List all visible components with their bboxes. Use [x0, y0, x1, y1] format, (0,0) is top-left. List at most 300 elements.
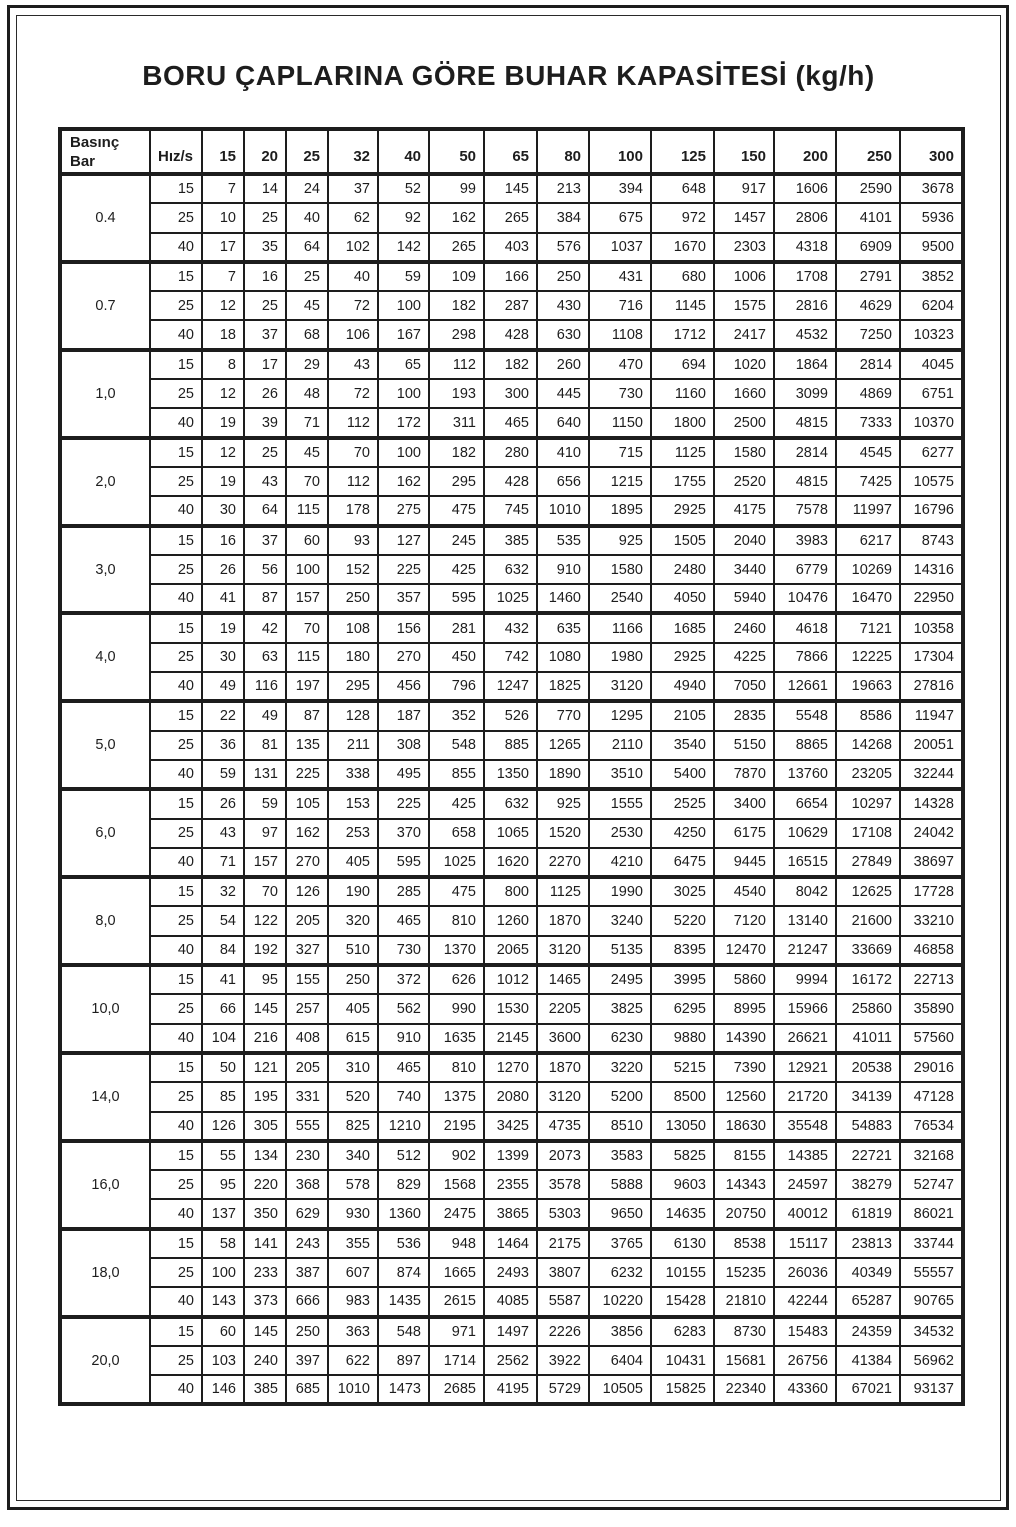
value-cell: 320 [328, 906, 378, 935]
value-cell: 19 [202, 613, 244, 642]
value-cell: 46858 [900, 936, 963, 965]
value-cell: 548 [378, 1317, 429, 1346]
value-cell: 87 [286, 701, 328, 730]
value-cell: 25 [244, 438, 286, 467]
value-cell: 5220 [651, 906, 714, 935]
value-cell: 1473 [378, 1375, 429, 1404]
value-cell: 167 [378, 320, 429, 349]
value-cell: 26 [244, 379, 286, 408]
value-cell: 135 [286, 731, 328, 760]
value-cell: 2520 [714, 467, 774, 496]
velocity-cell: 25 [150, 731, 202, 760]
value-cell: 1580 [714, 438, 774, 467]
value-cell: 425 [429, 789, 484, 818]
value-cell: 225 [286, 760, 328, 789]
value-cell: 874 [378, 1258, 429, 1287]
value-cell: 40012 [774, 1199, 836, 1228]
table-row [60, 819, 963, 848]
value-cell: 15483 [774, 1317, 836, 1346]
velocity-cell: 15 [150, 965, 202, 994]
value-cell: 26 [202, 555, 244, 584]
value-cell: 372 [378, 965, 429, 994]
value-cell: 1025 [484, 584, 537, 613]
value-cell: 24597 [774, 1170, 836, 1199]
value-cell: 885 [484, 731, 537, 760]
value-cell: 2530 [589, 819, 651, 848]
value-cell: 4545 [836, 438, 900, 467]
velocity-cell: 25 [150, 1258, 202, 1287]
value-cell: 182 [429, 291, 484, 320]
value-cell: 1497 [484, 1317, 537, 1346]
value-cell: 34139 [836, 1082, 900, 1111]
value-cell: 1895 [589, 496, 651, 525]
value-cell: 92 [378, 203, 429, 232]
value-cell: 178 [328, 496, 378, 525]
value-cell: 1457 [714, 203, 774, 232]
velocity-cell: 25 [150, 643, 202, 672]
value-cell: 233 [244, 1258, 286, 1287]
value-cell: 3865 [484, 1199, 537, 1228]
value-cell: 156 [378, 613, 429, 642]
value-cell: 193 [429, 379, 484, 408]
value-cell: 121 [244, 1053, 286, 1082]
value-cell: 311 [429, 408, 484, 437]
value-cell: 450 [429, 643, 484, 672]
value-cell: 4735 [537, 1112, 589, 1141]
velocity-cell: 15 [150, 1317, 202, 1346]
velocity-cell: 15 [150, 262, 202, 291]
velocity-cell: 25 [150, 291, 202, 320]
value-cell: 536 [378, 1229, 429, 1258]
value-cell: 7050 [714, 672, 774, 701]
value-cell: 12 [202, 379, 244, 408]
value-cell: 7 [202, 174, 244, 203]
value-cell: 917 [714, 174, 774, 203]
value-cell: 685 [286, 1375, 328, 1404]
value-cell: 49 [244, 701, 286, 730]
value-cell: 2460 [714, 613, 774, 642]
value-cell: 216 [244, 1024, 286, 1053]
value-cell: 70 [286, 613, 328, 642]
value-cell: 630 [537, 320, 589, 349]
value-cell: 106 [328, 320, 378, 349]
value-cell: 162 [429, 203, 484, 232]
value-cell: 8155 [714, 1141, 774, 1170]
value-cell: 4618 [774, 613, 836, 642]
value-cell: 40349 [836, 1258, 900, 1287]
value-cell: 72 [328, 379, 378, 408]
value-cell: 26036 [774, 1258, 836, 1287]
table-row [60, 1141, 963, 1170]
table-row [60, 760, 963, 789]
value-cell: 4540 [714, 877, 774, 906]
value-cell: 2493 [484, 1258, 537, 1287]
value-cell: 26 [202, 789, 244, 818]
value-cell: 470 [589, 350, 651, 379]
value-cell: 6175 [714, 819, 774, 848]
value-cell: 730 [378, 936, 429, 965]
value-cell: 9994 [774, 965, 836, 994]
value-cell: 740 [378, 1082, 429, 1111]
value-cell: 403 [484, 233, 537, 262]
pressure-cell: 5,0 [60, 701, 150, 789]
value-cell: 38697 [900, 848, 963, 877]
value-cell: 12921 [774, 1053, 836, 1082]
value-cell: 535 [537, 526, 589, 555]
pressure-cell: 0.4 [60, 174, 150, 262]
table-row [60, 1053, 963, 1082]
value-cell: 7333 [836, 408, 900, 437]
value-cell: 910 [378, 1024, 429, 1053]
value-cell: 14268 [836, 731, 900, 760]
table-row [60, 1082, 963, 1111]
value-cell: 95 [244, 965, 286, 994]
value-cell: 1065 [484, 819, 537, 848]
value-cell: 1635 [429, 1024, 484, 1053]
table-row [60, 584, 963, 613]
value-cell: 1080 [537, 643, 589, 672]
velocity-cell: 15 [150, 1141, 202, 1170]
table-row [60, 877, 963, 906]
table-row [60, 1317, 963, 1346]
value-cell: 128 [328, 701, 378, 730]
velocity-cell: 25 [150, 819, 202, 848]
value-cell: 562 [378, 994, 429, 1023]
value-cell: 34532 [900, 1317, 963, 1346]
diameter-header-15: 15 [202, 129, 244, 174]
value-cell: 1435 [378, 1287, 429, 1316]
value-cell: 308 [378, 731, 429, 760]
velocity-cell: 40 [150, 584, 202, 613]
value-cell: 1712 [651, 320, 714, 349]
table-row [60, 643, 963, 672]
pressure-cell: 2,0 [60, 438, 150, 526]
value-cell: 2110 [589, 731, 651, 760]
value-cell: 578 [328, 1170, 378, 1199]
velocity-cell: 40 [150, 1287, 202, 1316]
value-cell: 394 [589, 174, 651, 203]
velocity-cell: 15 [150, 174, 202, 203]
value-cell: 18 [202, 320, 244, 349]
velocity-cell: 40 [150, 1199, 202, 1228]
value-cell: 157 [244, 848, 286, 877]
value-cell: 1166 [589, 613, 651, 642]
pressure-cell: 10,0 [60, 965, 150, 1053]
diameter-header-40: 40 [378, 129, 429, 174]
value-cell: 15681 [714, 1346, 774, 1375]
value-cell: 257 [286, 994, 328, 1023]
value-cell: 30 [202, 643, 244, 672]
value-cell: 1530 [484, 994, 537, 1023]
value-cell: 595 [429, 584, 484, 613]
value-cell: 810 [429, 906, 484, 935]
value-cell: 715 [589, 438, 651, 467]
value-cell: 63 [244, 643, 286, 672]
value-cell: 240 [244, 1346, 286, 1375]
value-cell: 576 [537, 233, 589, 262]
value-cell: 213 [537, 174, 589, 203]
value-cell: 43 [328, 350, 378, 379]
value-cell: 126 [286, 877, 328, 906]
value-cell: 5150 [714, 731, 774, 760]
value-cell: 1870 [537, 1053, 589, 1082]
value-cell: 595 [378, 848, 429, 877]
value-cell: 100 [378, 379, 429, 408]
value-cell: 1708 [774, 262, 836, 291]
value-cell: 86021 [900, 1199, 963, 1228]
value-cell: 4175 [714, 496, 774, 525]
value-cell: 298 [429, 320, 484, 349]
value-cell: 825 [328, 1112, 378, 1141]
value-cell: 87 [244, 584, 286, 613]
value-cell: 70 [244, 877, 286, 906]
value-cell: 8865 [774, 731, 836, 760]
value-cell: 12 [202, 438, 244, 467]
value-cell: 56 [244, 555, 286, 584]
value-cell: 21810 [714, 1287, 774, 1316]
value-cell: 67021 [836, 1375, 900, 1404]
value-cell: 270 [378, 643, 429, 672]
value-cell: 243 [286, 1229, 328, 1258]
value-cell: 64 [244, 496, 286, 525]
velocity-cell: 15 [150, 350, 202, 379]
diameter-header-125: 125 [651, 129, 714, 174]
velocity-cell: 15 [150, 1229, 202, 1258]
value-cell: 11947 [900, 701, 963, 730]
value-cell: 25860 [836, 994, 900, 1023]
value-cell: 76534 [900, 1112, 963, 1141]
value-cell: 11997 [836, 496, 900, 525]
value-cell: 162 [286, 819, 328, 848]
value-cell: 49 [202, 672, 244, 701]
value-cell: 32 [202, 877, 244, 906]
value-cell: 6232 [589, 1258, 651, 1287]
value-cell: 7866 [774, 643, 836, 672]
value-cell: 425 [429, 555, 484, 584]
value-cell: 25 [244, 291, 286, 320]
value-cell: 230 [286, 1141, 328, 1170]
value-cell: 32168 [900, 1141, 963, 1170]
value-cell: 3540 [651, 731, 714, 760]
value-cell: 10431 [651, 1346, 714, 1375]
value-cell: 465 [378, 1053, 429, 1082]
value-cell: 55 [202, 1141, 244, 1170]
value-cell: 2562 [484, 1346, 537, 1375]
value-cell: 1108 [589, 320, 651, 349]
value-cell: 1020 [714, 350, 774, 379]
value-cell: 41 [202, 965, 244, 994]
value-cell: 3583 [589, 1141, 651, 1170]
value-cell: 1660 [714, 379, 774, 408]
value-cell: 2835 [714, 701, 774, 730]
value-cell: 930 [328, 1199, 378, 1228]
velocity-cell: 40 [150, 408, 202, 437]
value-cell: 3922 [537, 1346, 589, 1375]
value-cell: 26756 [774, 1346, 836, 1375]
value-cell: 45 [286, 291, 328, 320]
value-cell: 126 [202, 1112, 244, 1141]
table-row [60, 994, 963, 1023]
value-cell: 14328 [900, 789, 963, 818]
value-cell: 948 [429, 1229, 484, 1258]
value-cell: 1505 [651, 526, 714, 555]
value-cell: 14316 [900, 555, 963, 584]
value-cell: 430 [537, 291, 589, 320]
value-cell: 1150 [589, 408, 651, 437]
velocity-cell: 15 [150, 613, 202, 642]
value-cell: 1575 [714, 291, 774, 320]
value-cell: 2540 [589, 584, 651, 613]
value-cell: 22340 [714, 1375, 774, 1404]
value-cell: 495 [378, 760, 429, 789]
velocity-cell: 40 [150, 496, 202, 525]
diameter-header-100: 100 [589, 129, 651, 174]
value-cell: 8500 [651, 1082, 714, 1111]
value-cell: 260 [537, 350, 589, 379]
value-cell: 20051 [900, 731, 963, 760]
value-cell: 7 [202, 262, 244, 291]
value-cell: 10629 [774, 819, 836, 848]
table-row [60, 613, 963, 642]
value-cell: 3578 [537, 1170, 589, 1199]
value-cell: 2175 [537, 1229, 589, 1258]
diameter-header-200: 200 [774, 129, 836, 174]
value-cell: 250 [328, 965, 378, 994]
value-cell: 1010 [537, 496, 589, 525]
value-cell: 55557 [900, 1258, 963, 1287]
value-cell: 6283 [651, 1317, 714, 1346]
value-cell: 2525 [651, 789, 714, 818]
value-cell: 658 [429, 819, 484, 848]
value-cell: 145 [244, 994, 286, 1023]
value-cell: 5940 [714, 584, 774, 613]
value-cell: 180 [328, 643, 378, 672]
value-cell: 742 [484, 643, 537, 672]
value-cell: 5936 [900, 203, 963, 232]
value-cell: 694 [651, 350, 714, 379]
value-cell: 9880 [651, 1024, 714, 1053]
velocity-cell: 25 [150, 467, 202, 496]
value-cell: 990 [429, 994, 484, 1023]
table-row [60, 233, 963, 262]
value-cell: 666 [286, 1287, 328, 1316]
value-cell: 12225 [836, 643, 900, 672]
page-title: BORU ÇAPLARINA GÖRE BUHAR KAPASİTESİ (kg/h) [142, 60, 875, 91]
value-cell: 32244 [900, 760, 963, 789]
value-cell: 3120 [537, 936, 589, 965]
value-cell: 116 [244, 672, 286, 701]
value-cell: 3825 [589, 994, 651, 1023]
value-cell: 211 [328, 731, 378, 760]
value-cell: 65287 [836, 1287, 900, 1316]
value-cell: 4869 [836, 379, 900, 408]
value-cell: 8042 [774, 877, 836, 906]
value-cell: 14390 [714, 1024, 774, 1053]
value-cell: 7425 [836, 467, 900, 496]
value-cell: 105 [286, 789, 328, 818]
velocity-cell: 15 [150, 877, 202, 906]
value-cell: 65 [378, 350, 429, 379]
value-cell: 4318 [774, 233, 836, 262]
header-row [60, 129, 963, 174]
value-cell: 1215 [589, 467, 651, 496]
value-cell: 2495 [589, 965, 651, 994]
value-cell: 84 [202, 936, 244, 965]
value-cell: 983 [328, 1287, 378, 1316]
value-cell: 37 [328, 174, 378, 203]
value-cell: 145 [484, 174, 537, 203]
value-cell: 373 [244, 1287, 286, 1316]
value-cell: 925 [537, 789, 589, 818]
value-cell: 85 [202, 1082, 244, 1111]
value-cell: 855 [429, 760, 484, 789]
value-cell: 68 [286, 320, 328, 349]
value-cell: 265 [484, 203, 537, 232]
value-cell: 5400 [651, 760, 714, 789]
value-cell: 5548 [774, 701, 836, 730]
pressure-cell: 16,0 [60, 1141, 150, 1229]
table-row [60, 848, 963, 877]
value-cell: 16172 [836, 965, 900, 994]
value-cell: 162 [378, 467, 429, 496]
value-cell: 57560 [900, 1024, 963, 1053]
value-cell: 456 [378, 672, 429, 701]
value-cell: 1870 [537, 906, 589, 935]
value-cell: 281 [429, 613, 484, 642]
value-cell: 445 [537, 379, 589, 408]
diameter-header-150: 150 [714, 129, 774, 174]
velocity-cell: 40 [150, 233, 202, 262]
value-cell: 18630 [714, 1112, 774, 1141]
value-cell: 910 [537, 555, 589, 584]
value-cell: 2205 [537, 994, 589, 1023]
value-cell: 41011 [836, 1024, 900, 1053]
value-cell: 3240 [589, 906, 651, 935]
value-cell: 3600 [537, 1024, 589, 1053]
value-cell: 25 [286, 262, 328, 291]
value-cell: 626 [429, 965, 484, 994]
pressure-cell: 14,0 [60, 1053, 150, 1141]
value-cell: 115 [286, 643, 328, 672]
value-cell: 3120 [589, 672, 651, 701]
value-cell: 90765 [900, 1287, 963, 1316]
value-cell: 195 [244, 1082, 286, 1111]
velocity-cell: 25 [150, 994, 202, 1023]
value-cell: 3678 [900, 174, 963, 203]
value-cell: 15235 [714, 1258, 774, 1287]
value-cell: 3400 [714, 789, 774, 818]
value-cell: 1375 [429, 1082, 484, 1111]
value-cell: 142 [378, 233, 429, 262]
value-cell: 1006 [714, 262, 774, 291]
value-cell: 102 [328, 233, 378, 262]
value-cell: 23205 [836, 760, 900, 789]
value-cell: 4045 [900, 350, 963, 379]
velocity-unit-header: Hız/s [150, 129, 202, 174]
value-cell: 4532 [774, 320, 836, 349]
value-cell: 12625 [836, 877, 900, 906]
value-cell: 253 [328, 819, 378, 848]
value-cell: 143 [202, 1287, 244, 1316]
value-cell: 520 [328, 1082, 378, 1111]
value-cell: 22 [202, 701, 244, 730]
value-cell: 8 [202, 350, 244, 379]
value-cell: 13050 [651, 1112, 714, 1141]
value-cell: 62 [328, 203, 378, 232]
value-cell: 54883 [836, 1112, 900, 1141]
pressure-cell: 18,0 [60, 1229, 150, 1317]
value-cell: 108 [328, 613, 378, 642]
